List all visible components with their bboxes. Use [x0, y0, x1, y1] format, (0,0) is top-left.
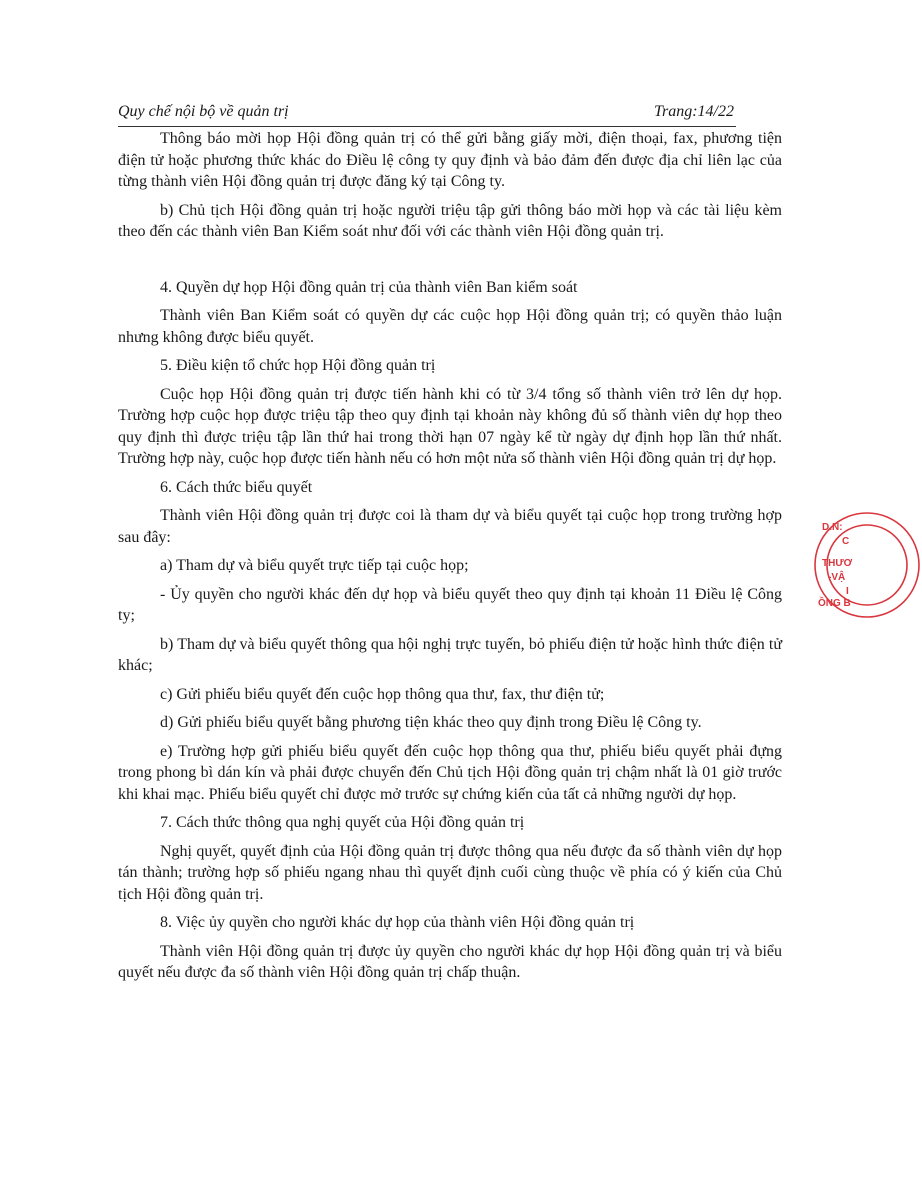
section-heading: 6. Cách thức biểu quyết — [160, 478, 313, 496]
paragraph: Thông báo mời họp Hội đồng quản trị có thể gửi bằng giấy mời, điện thoại, fax, phương tiện điện tử hoặc phương thức khác do Điều lệ công ty quy định và bảo đảm đến được địa chỉ liên lạc của từng thành viên Hội đồng quản trị được đăng ký tại Công ty. — [118, 130, 782, 190]
paragraph: Thành viên Hội đồng quản trị được coi là tham dự và biểu quyết tại cuộc họp trong trường hợp sau đây: — [118, 507, 782, 546]
list-item: d) Gửi phiếu biểu quyết bằng phương tiện khác theo quy định trong Điều lệ Công ty. — [160, 714, 702, 731]
section-heading: 5. Điều kiện tổ chức họp Hội đồng quản trị — [160, 357, 436, 374]
section-heading: 7. Cách thức thông qua nghị quyết của Hội đồng quản trị — [160, 814, 525, 831]
seal-text: I — [846, 586, 849, 597]
page-header — [118, 103, 734, 121]
document-title: Quy chế nội bộ về quản trị — [118, 103, 289, 120]
list-item: e) Trường hợp gửi phiếu biểu quyết đến cuộc họp thông qua thư, phiếu biểu quyết phải đựng trong phong bì dán kín và phải được chuyển đến Chủ tịch Hội đồng quản trị chậm nhất là 01 giờ trước khi khai mạc. Phiếu biểu quyết chỉ được mở trước sự chứng kiến của tất cả những người dự họp. — [118, 742, 782, 803]
page-number: Trang:14/22 — [653, 103, 734, 120]
paragraph: Cuộc họp Hội đồng quản trị được tiến hành khi có từ 3/4 tổng số thành viên trở lên dự họp. Trường hợp cuộc họp được triệu tập theo quy định tại khoản này không đủ số thành viên dự họp theo quy định thì được triệu tập lần thứ hai trong thời hạn 07 ngày kể từ ngày dự định họp lần thứ nhất. Trường hợp này, cuộc họp được tiến hành nếu có hơn một nửa số thành viên Hội đồng quản trị dự họp. — [118, 385, 782, 467]
seal-text: -VẬ — [828, 572, 846, 583]
paragraph: b) Chủ tịch Hội đồng quản trị hoặc người triệu tập gửi thông báo mời họp và các tài liệu kèm theo đến các thành viên Ban Kiểm soát như đối với các thành viên Hội đồng quản trị. — [118, 201, 782, 240]
list-item: a) Tham dự và biểu quyết trực tiếp tại cuộc họp; — [160, 557, 469, 574]
paragraph: Thành viên Hội đồng quản trị được ủy quyền cho người khác dự họp Hội đồng quản trị và biểu quyết nếu được đa số thành viên Hội đồng quản trị chấp thuận. — [118, 942, 782, 981]
company-seal — [812, 510, 922, 620]
section-heading: 8. Việc ủy quyền cho người khác dự họp của thành viên Hội đồng quản trị — [160, 914, 635, 931]
paragraph: Nghị quyết, quyết định của Hội đồng quản trị được thông qua nếu được đa số thành viên dự họp tán thành; trường hợp số phiếu ngang nhau thì quyết định cuối cùng thuộc về phía có ý kiến của Chủ tịch Hội đồng quản trị. — [118, 842, 782, 903]
header-divider — [118, 126, 736, 127]
document-body — [118, 128, 782, 991]
list-item: c) Gửi phiếu biểu quyết đến cuộc họp thông qua thư, fax, thư điện tử; — [160, 685, 605, 703]
list-item: b) Tham dự và biểu quyết thông qua hội nghị trực tuyến, bỏ phiếu điện tử hoặc hình thức điện tử khác; — [118, 635, 782, 674]
seal-text: THƯƠ — [822, 558, 853, 569]
paragraph: Thành viên Ban Kiểm soát có quyền dự các cuộc họp Hội đồng quản trị; có quyền thảo luận nhưng không được biểu quyết. — [118, 307, 782, 346]
section-heading: 4. Quyền dự họp Hội đồng quản trị của thành viên Ban kiểm soát — [160, 278, 578, 296]
seal-text: C — [842, 536, 850, 547]
seal-text: D.N: — [822, 522, 843, 533]
list-item: - Ủy quyền cho người khác đến dự họp và biểu quyết theo quy định tại khoản 11 Điều lệ Công ty; — [118, 585, 782, 624]
seal-text: ỒNG B — [818, 598, 851, 609]
